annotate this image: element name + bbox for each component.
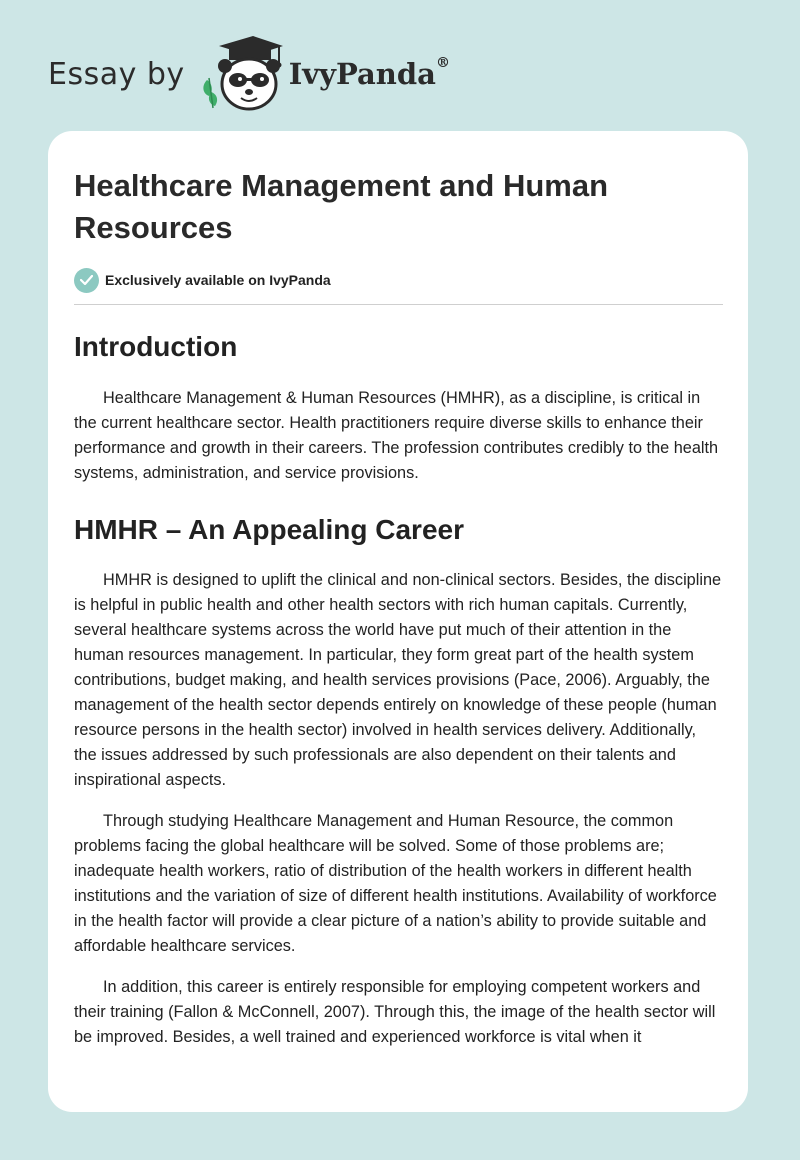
brand-prefix: Essay by [48,56,185,92]
site-brand[interactable] [48,34,450,114]
divider [74,304,723,305]
section-heading-hmhr-career: HMHR – An Appealing Career [74,514,464,545]
brand-name: IvyPanda® [288,55,450,91]
exclusive-badge [74,267,723,293]
paragraph: Healthcare Management & Human Resources (HMHR), as a discipline, is critical in the current healthcare sector. Health practitioners require diverse skills to enhance their performance and growth in their careers. The profession contributes credibly to the health systems, administration, and service provisions. [74,389,719,482]
check-icon [74,268,99,293]
paragraph: HMHR is designed to uplift the clinical and non-clinical sectors. Besides, the discipline is helpful in public health and other health sectors with rich human capitals. Currently, several healthcare systems across the world have put much of their attention in the human resources management. In particular, they form great part of the health system contributions, budget making, and health services provisions (Pace, 2006). Arguably, the management of the health sector depends entirely on knowledge of these people (human resource persons in the health sector) involved in health services delivery. Additionally, the issues addressed by such professionals are also dependent on their talents and inspirational aspects. [74,571,722,789]
essay-card [48,131,748,1112]
exclusive-label: Exclusively available on IvyPanda [105,272,331,288]
panda-graduate-icon [199,34,285,114]
page-title: Healthcare Management and Human Resources [74,168,609,245]
paragraph: In addition, this career is entirely responsible for employing competent workers and their training (Fallon & McConnell, 2007). Through this, the image of the health sector will be improved. Besides, a well trained and experienced workforce is vital when it [74,978,716,1046]
section-heading-introduction: Introduction [74,331,238,362]
paragraph: Through studying Healthcare Management and Human Resource, the common problems facing the global healthcare will be solved. Some of those problems are; inadequate health workers, ratio of distribution of the health workers in different health institutions and the variation of size of different health institutions. Availability of workforce in the health factor will provide a clear picture of a nation’s ability to provide suitable and affordable healthcare services. [74,812,717,955]
